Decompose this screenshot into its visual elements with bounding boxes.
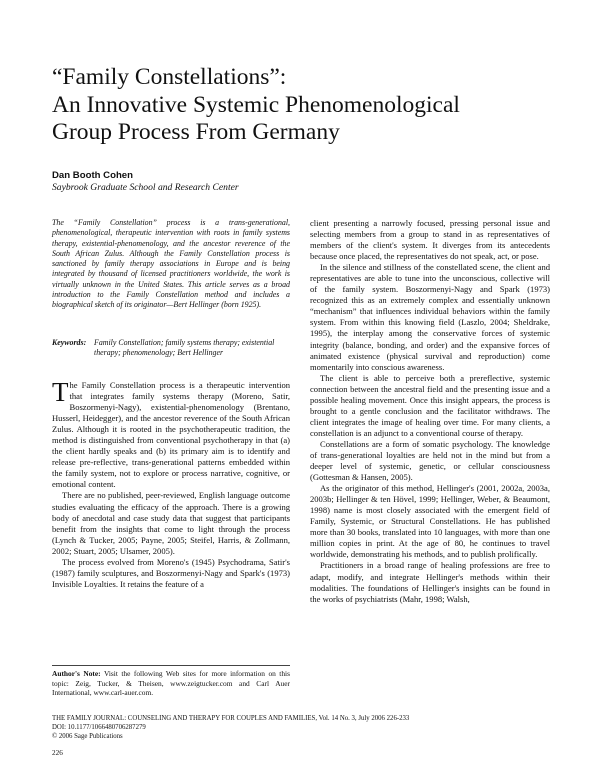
authors-note-label: Author's Note: [52,669,101,678]
keywords-text: Family Constellation; family systems therapy; existential therapy; phenomenology; Bert Hellinger [94,338,275,358]
body-column-left [52,377,290,590]
footnote-divider [52,665,290,666]
body-paragraph: In the silence and stillness of the constellated scene, the client and representatives are able to tune into the unconscious, collective will of the family system. Boszormenyi-Nagy and Spark (1973) recognized this as an extremely complex and essentially unknown “mechanism” that influences individual behaviors within the family system. From within this knowing field (Laszlo, 2004; Sheldrake, 1995), the interplay among the conservative forces of systemic integrity (balance, bonding, and order) and the expansive forces of animated existence (physical survival and reproduction) come momentarily into conscious awareness. [310,262,550,372]
keywords-block [52,338,290,359]
drop-cap: T [52,377,69,407]
body-column-right [310,218,550,605]
body-paragraph: Practitioners in a broad range of healing professions are free to adapt, modify, and integrate Hellinger's methods within their modalities. The foundations of Hellinger's insights can be found in the works of psychiatrists (Mahr, 1998; Walsh, [310,560,550,604]
title-line: An Innovative Systemic Phenomenological [52,91,460,118]
body-paragraph: There are no published, peer-reviewed, English language outcome studies evaluating the efficacy of the approach. There is a growing body of anecdotal and case study data that suggest that participants benefit from the insights that come to light through the process (Lynch & Tucker, 2005; Payne, 2005; Steifel, Harris, & Zollmann, 2002; Stuart, 2005; Ulsamer, 2005). [52,490,290,556]
keywords-label: Keywords: [52,338,87,347]
body-paragraph: The client is able to perceive both a prereflective, systemic connection between the ancestral field and the presenting issue and a possible healing movement. Once this insight appears, the process is brought to a gentle conclusion and the facilitator withdraws. The client integrates the image of healing over time. For many clients, a constellation is an adjunct to a conventional course of therapy. [310,372,550,438]
abstract-text: The “Family Constellation” process is a trans-generational, phenomenological, therapeutic intervention with roots in family systems therapy, existential-phenomenology, and the ancestor reverence of the South African Zulus. Although the Family Constellation process is sanctioned by family therapy associations in Europe and is being integrated by thousand of licensed practitioners worldwide, the work is virtually unknown in the United States. This article serves as a broad introduction to the Family Constellation method and includes a biographical sketch of its originator—Bert Hellinger (born 1925). [52,218,290,310]
author-affiliation: Saybrook Graduate School and Research Center [52,182,239,193]
journal-line: THE FAMILY JOURNAL: COUNSELING AND THERAPY FOR COUPLES AND FAMILIES, Vol. 14 No. 3, July 2006 226-233 [52,715,410,722]
authors-note [52,669,290,698]
body-paragraph: As the originator of this method, Hellinger's (2001, 2002a, 2003a, 2003b; Hellinger & ten Hövel, 1999; Hellinger, Weber, & Beaumont, 1998) name is most closely associated with the emergent field of Family, Systemic, or Structural Constellations. He has published more than 30 books, translated into 10 languages, with more than one million copies in print. At the age of 80, he continues to travel worldwide, demonstrating his methods, and to publish prolifically. [310,483,550,560]
paragraph-text: he Family Constellation process is a therapeutic intervention that integrates family systems therapy (Moreno, Satir, Boszormenyi-Nagy), existential-phenomenology (Brentano, Husserl, Heidegger), and the ancestor reverence of the South African Zulus. Although it is rooted in the psychotherapeutic tradition, the method is distinguished from conventional psychotherapy in that (a) the client hardly speaks and (b) its primary aim is to identify and release pre-reflective, trans-generational patterns embedded within the family system, not to explore or process narrative, cognitive, or emotional content. [52,380,290,490]
body-paragraph: The process evolved from Moreno's (1945) Psychodrama, Satir's (1987) family sculptures, and Boszormenyi-Nagy and Spark's (1973) Invisible Loyalties. It retains the feature of a [52,556,290,589]
abstract [52,218,290,311]
title-line: Group Process From Germany [52,119,340,145]
author-name: Dan Booth Cohen [52,170,134,181]
page-number: 226 [52,749,63,757]
body-paragraph [52,377,290,490]
authors-note-text: Visit the following Web sites for more information on this topic: Zeig, Tucker, & Theisen, www.zeigtucker.com and Carl Auer International, www.carl-auer.com. [52,669,290,698]
article-title [52,64,552,147]
body-paragraph: client presenting a narrowly focused, pressing personal issue and selecting members from a group to stand in as representatives of members of the client's system. It diverges from its antecedents because once placed, the representatives do not speak, act, or pose. [310,218,550,262]
body-paragraph: Constellations are a form of somatic psychology. The knowledge of trans-generational loyalties are held not in the mind but from a deeper level of systemic, genetic, or cellular consciousness (Gottesman & Hansen, 2005). [310,438,550,483]
copyright-line: © 2006 Sage Publications [52,732,123,740]
title-line: “Family Constellations”: [52,64,287,90]
journal-citation [52,715,552,742]
doi-line: DOI: 10.1177/1066480706287279 [52,723,146,731]
